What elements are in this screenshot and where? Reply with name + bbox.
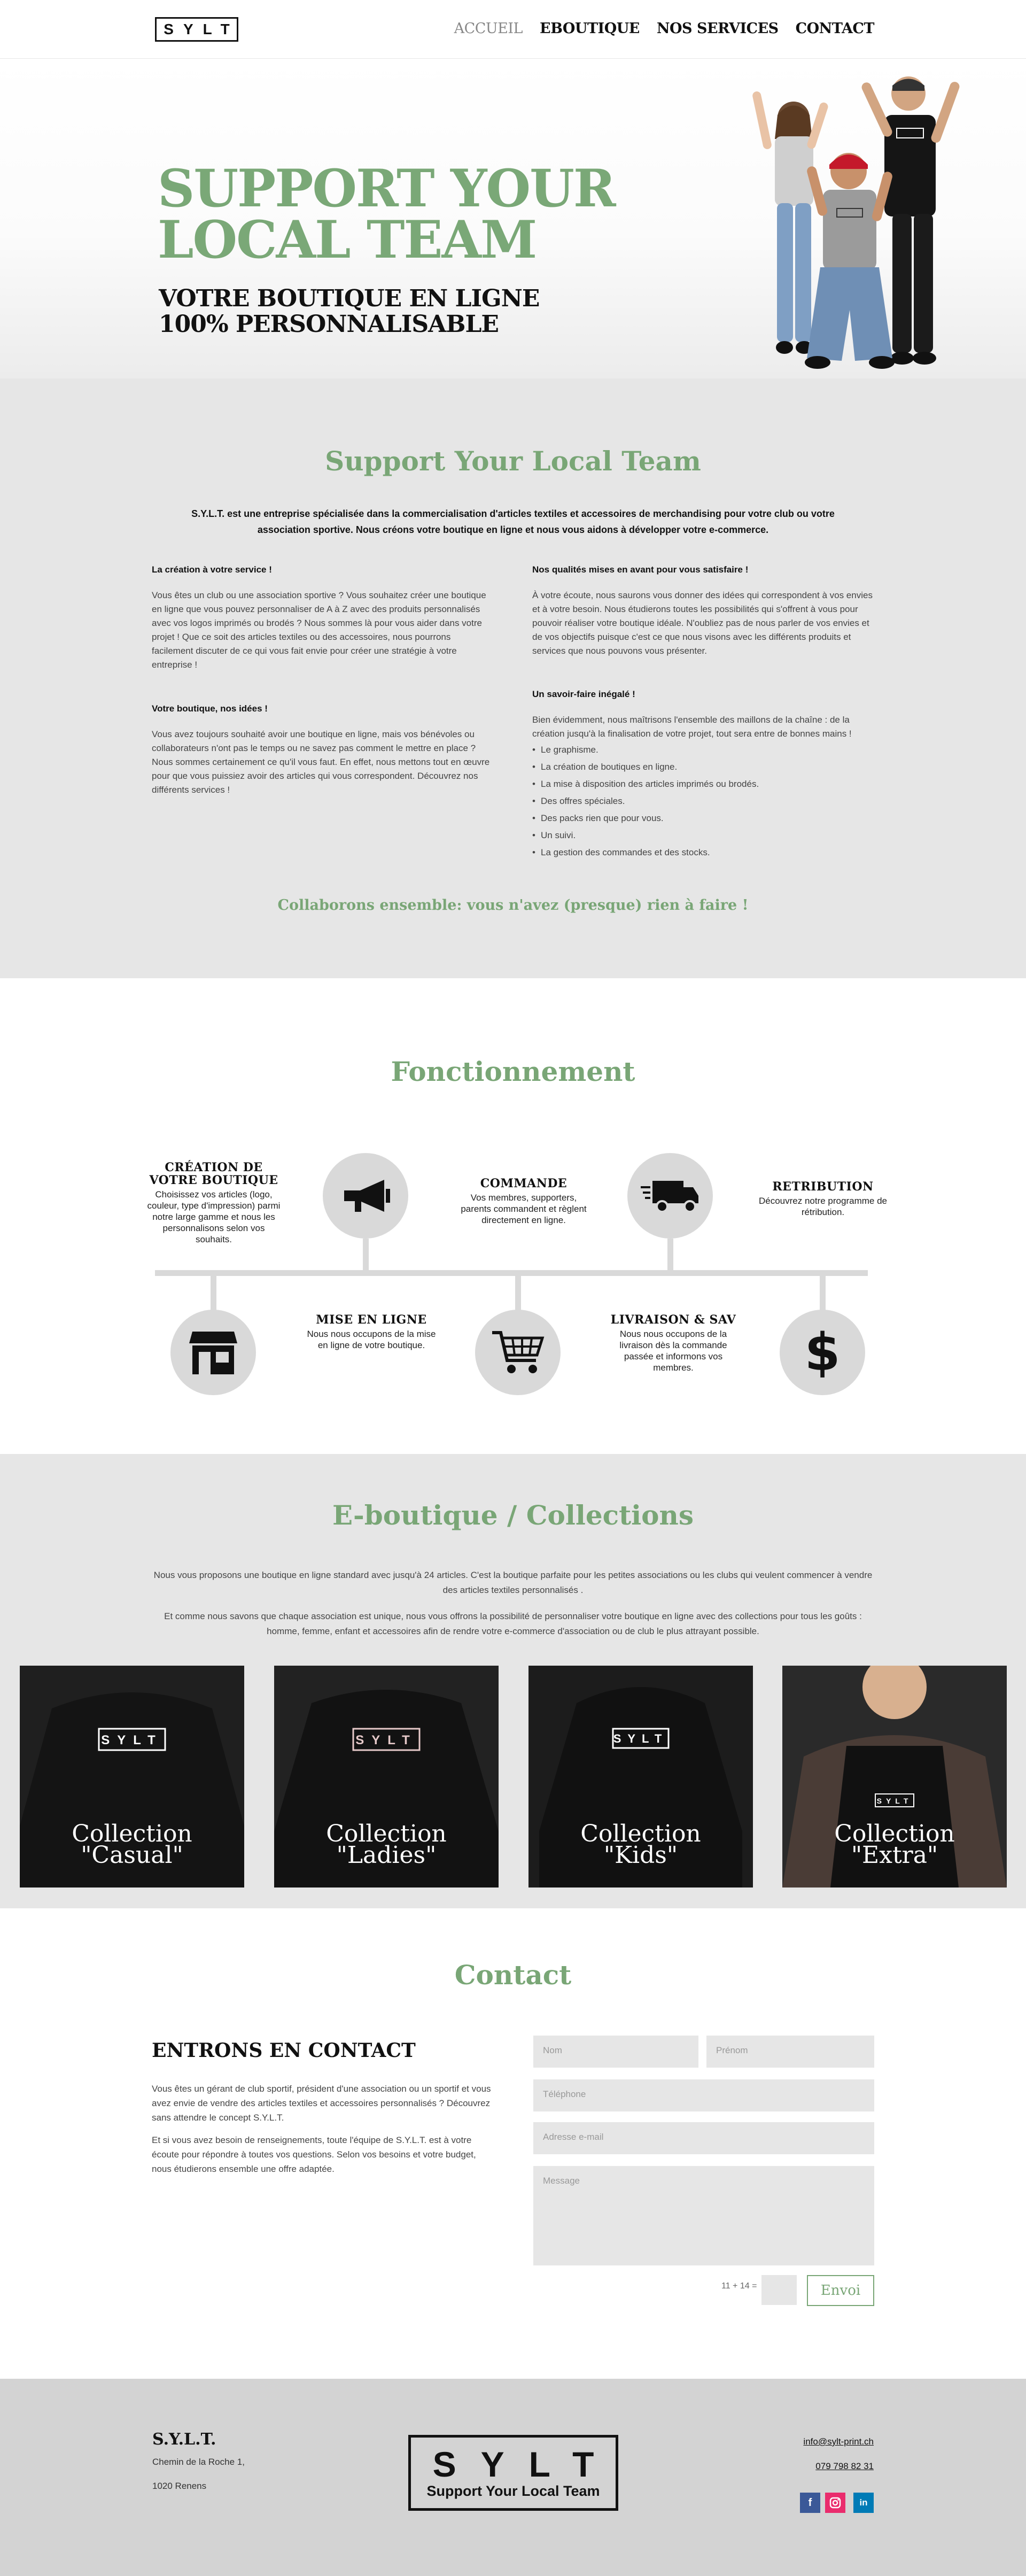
about-block-boutique — [152, 702, 494, 797]
step-text: Nous nous occupons de la livraison dès la commande passée et informons vos membres. — [619, 1329, 727, 1373]
collection-label: Collection "Ladies" — [326, 1820, 447, 1869]
eboutique-text-2: Et comme nous savons que chaque association est unique, nous vous offrons la possibilité de personnaliser votre boutique en ligne avec des collections pour tous les goûts : homme, femme, enfant et accessoires afin de rendre votre e-commerce d'association ou de club le plus attrayant possible. — [164, 1611, 862, 1636]
site-header — [0, 0, 1026, 59]
step-commande — [457, 1177, 590, 1226]
list-item: • Des packs rien que pour vous. — [532, 811, 874, 825]
about-block-qualites — [532, 563, 874, 658]
about-block-title: La création à votre service ! — [152, 564, 272, 575]
eboutique-text-1: Nous vous proposons une boutique en ligne standard avec jusqu'à 24 articles. C'est la boutique parfaite pour les petites associations ou les clubs qui veulent commencer à vendre des articles textiles personnalisés . — [153, 1570, 873, 1595]
collection-label: Collection "Extra" — [834, 1820, 955, 1869]
about-block-savoir-faire — [532, 687, 874, 863]
fonctionnement-section — [0, 978, 1026, 1454]
step-text: Découvrez notre programme de rétribution. — [758, 1196, 887, 1217]
list-item: • La création de boutiques en ligne. — [532, 760, 874, 774]
dollar-icon: $ — [780, 1310, 865, 1395]
step-title: RETRIBUTION — [772, 1180, 874, 1194]
linkedin-icon[interactable]: in — [853, 2493, 874, 2513]
cart-icon — [475, 1310, 561, 1395]
footer-address-line: Chemin de la Roche 1, — [152, 2457, 245, 2467]
contact-title: Contact — [454, 1959, 572, 1991]
collection-casual[interactable] — [20, 1666, 244, 1887]
main-nav — [454, 20, 874, 37]
contact-text-1: Vous êtes un gérant de club sportif, président d'une association ou un sportif et vous avez envie de vendre des articles textiles et accessoires personnalisés ? Découvrez sans attendre le concept S.Y.L.T. — [152, 2084, 491, 2123]
site-footer — [0, 2379, 1026, 2576]
about-block-text: Vous avez toujours souhaité avoir une boutique en ligne, mais vos bénévoles ou collaborateurs n'ont pas le temps ou ne savez pas comment le mettre en place ? Nous sommes certainement ce qu'il vous faut. En effet, nous mettons tout en œuvre pour que vous puissiez avoir des articles qui vous correspondent. Découvrez nos différents services ! — [152, 729, 490, 795]
step-title: MISE EN LIGNE — [316, 1313, 427, 1327]
shirt-logo-text: SYLT — [101, 1733, 163, 1747]
savoir-faire-list — [532, 743, 874, 860]
fonctionnement-title: Fonctionnement — [391, 1056, 635, 1087]
step-livraison — [607, 1313, 740, 1373]
message-field[interactable]: Message — [533, 2166, 874, 2265]
shirt-logo-text: SYLT — [876, 1797, 913, 1805]
contact-section — [0, 1908, 1026, 2379]
shirt-logo-text: SYLT — [613, 1732, 669, 1745]
about-block-creation — [152, 563, 494, 672]
shirt-logo-text: SYLT — [355, 1733, 417, 1747]
footer-email-link[interactable]: info@sylt-print.ch — [803, 2436, 874, 2447]
store-icon — [170, 1310, 256, 1395]
prenom-field[interactable]: Prénom — [706, 2036, 874, 2068]
about-block-text: À votre écoute, nous saurons vous donner des idées qui correspondent à vos envies et à votre besoin. Nous étudierons toutes les possibilités qui s'offrent à vous pour pouvoir réaliser votre boutique idéale. N'oubliez pas de nous parler de vos envies et de vos objectifs puisque c'est ce que nous visons avec les différents produits et services que nous pouvons vous présenter. — [532, 590, 873, 656]
about-intro: S.Y.L.T. est une entreprise spécialisée dans la commercialisation d'articles textiles et accessoires de merchandising pour votre club ou votre association sportive. Nous créons votre boutique en ligne et nous vous aidons à développer votre e-commerce. — [191, 508, 835, 535]
step-creation — [147, 1161, 281, 1245]
captcha-input[interactable] — [761, 2275, 797, 2305]
truck-icon — [627, 1153, 713, 1239]
footer-company-name: S.Y.L.T. — [152, 2430, 216, 2449]
about-block-text: Bien évidemment, nous maîtrisons l'ensemble des maillons de la chaîne : de la création jusqu'à la finalisation de votre projet, tout sera entre de bonnes mains ! — [532, 715, 852, 739]
step-text: Nous nous occupons de la mise en ligne de votre boutique. — [307, 1329, 436, 1350]
timeline-stem — [363, 1239, 369, 1272]
nom-field[interactable]: Nom — [533, 2036, 698, 2068]
timeline-stem — [667, 1239, 673, 1272]
step-title: CRÉATION DE VOTRE BOUTIQUE — [149, 1161, 278, 1187]
contact-heading: ENTRONS EN CONTACT — [152, 2039, 416, 2062]
step-text: Vos membres, supporters, parents commandent et règlent directement en ligne. — [461, 1193, 587, 1225]
list-item: • Des offres spéciales. — [532, 794, 874, 808]
about-block-title: Votre boutique, nos idées ! — [152, 703, 268, 714]
step-title: LIVRAISON & SAV — [610, 1313, 736, 1327]
collab-tagline: Collaborons ensemble: vous n'avez (presque) rien à faire ! — [277, 897, 749, 914]
nav-eboutique[interactable]: EBOUTIQUE — [540, 20, 640, 37]
list-item: • Un suivi. — [532, 829, 874, 842]
facebook-icon[interactable]: f — [800, 2493, 820, 2513]
hero-title: SUPPORT YOUR LOCAL TEAM — [158, 158, 615, 270]
footer-address-line: 1020 Renens — [152, 2481, 207, 2491]
timeline-bar — [155, 1270, 868, 1276]
megaphone-icon — [323, 1153, 408, 1239]
about-block-title: Nos qualités mises en avant pour vous satisfaire ! — [532, 564, 749, 575]
step-mise-en-ligne — [305, 1313, 438, 1351]
timeline-stem — [211, 1275, 216, 1312]
collection-ladies[interactable] — [274, 1666, 499, 1887]
hero-section — [0, 59, 1026, 378]
footer-logo: SYLT Support Your Local Team — [408, 2435, 618, 2511]
site-logo[interactable]: SYLT — [155, 17, 238, 42]
step-text: Choisissez vos articles (logo, couleur, type d'impression) parmi notre large gamme et nous les personnalisons selon vos souhaits. — [147, 1189, 281, 1244]
send-button[interactable]: Envoi — [807, 2275, 874, 2306]
list-item: • Le graphisme. — [532, 743, 874, 757]
nav-services[interactable]: NOS SERVICES — [656, 20, 779, 37]
collection-extra[interactable] — [782, 1666, 1007, 1887]
about-block-title: Un savoir-faire inégalé ! — [532, 689, 635, 699]
about-block-text: Vous êtes un club ou une association sportive ? Vous souhaitez créer une boutique en ligne que vous pouvez personnaliser de A à Z avec des produits personnalisés avec vos logos imprimés ou brodés ? Nous sommes là pour vous aider dans votre projet ! Que ce soit des articles textiles ou des accessoires, nous pourrons facilement discuter de ce qui vous fait envie pour créer une stratégie à votre entreprise ! — [152, 590, 486, 670]
instagram-icon[interactable] — [825, 2493, 845, 2513]
hero-people-image — [732, 69, 967, 377]
telephone-field[interactable]: Téléphone — [533, 2079, 874, 2111]
nav-contact[interactable]: CONTACT — [795, 20, 874, 37]
about-title: Support Your Local Team — [325, 445, 701, 477]
collection-kids[interactable] — [528, 1666, 753, 1887]
collection-label: Collection "Casual" — [72, 1820, 192, 1869]
hero-subtitle: VOTRE BOUTIQUE EN LIGNE 100% PERSONNALISABLE — [159, 285, 540, 338]
eboutique-title: E-boutique / Collections — [332, 1499, 694, 1531]
step-title: COMMANDE — [480, 1177, 568, 1190]
contact-text-2: Et si vous avez besoin de renseignements, toute l'équipe de S.Y.L.T. est à votre écoute pour répondre à toutes vos questions. Selon vos besoins et votre budget, nous étudierons ensemble une offre adaptée. — [152, 2135, 476, 2174]
eboutique-section — [0, 1454, 1026, 1908]
about-section — [0, 378, 1026, 978]
nav-accueil[interactable]: ACCUEIL — [454, 20, 523, 37]
list-item: • La mise à disposition des articles imprimés ou brodés. — [532, 777, 874, 791]
step-retribution — [756, 1180, 890, 1218]
collection-label: Collection "Kids" — [580, 1820, 701, 1869]
timeline-stem — [515, 1275, 521, 1312]
list-item: • La gestion des commandes et des stocks. — [532, 846, 874, 860]
email-field[interactable]: Adresse e-mail — [533, 2122, 874, 2154]
timeline-stem — [820, 1275, 826, 1312]
captcha-label: 11 + 14 = — [721, 2281, 757, 2291]
footer-phone-link[interactable]: 079 798 82 31 — [815, 2461, 874, 2471]
